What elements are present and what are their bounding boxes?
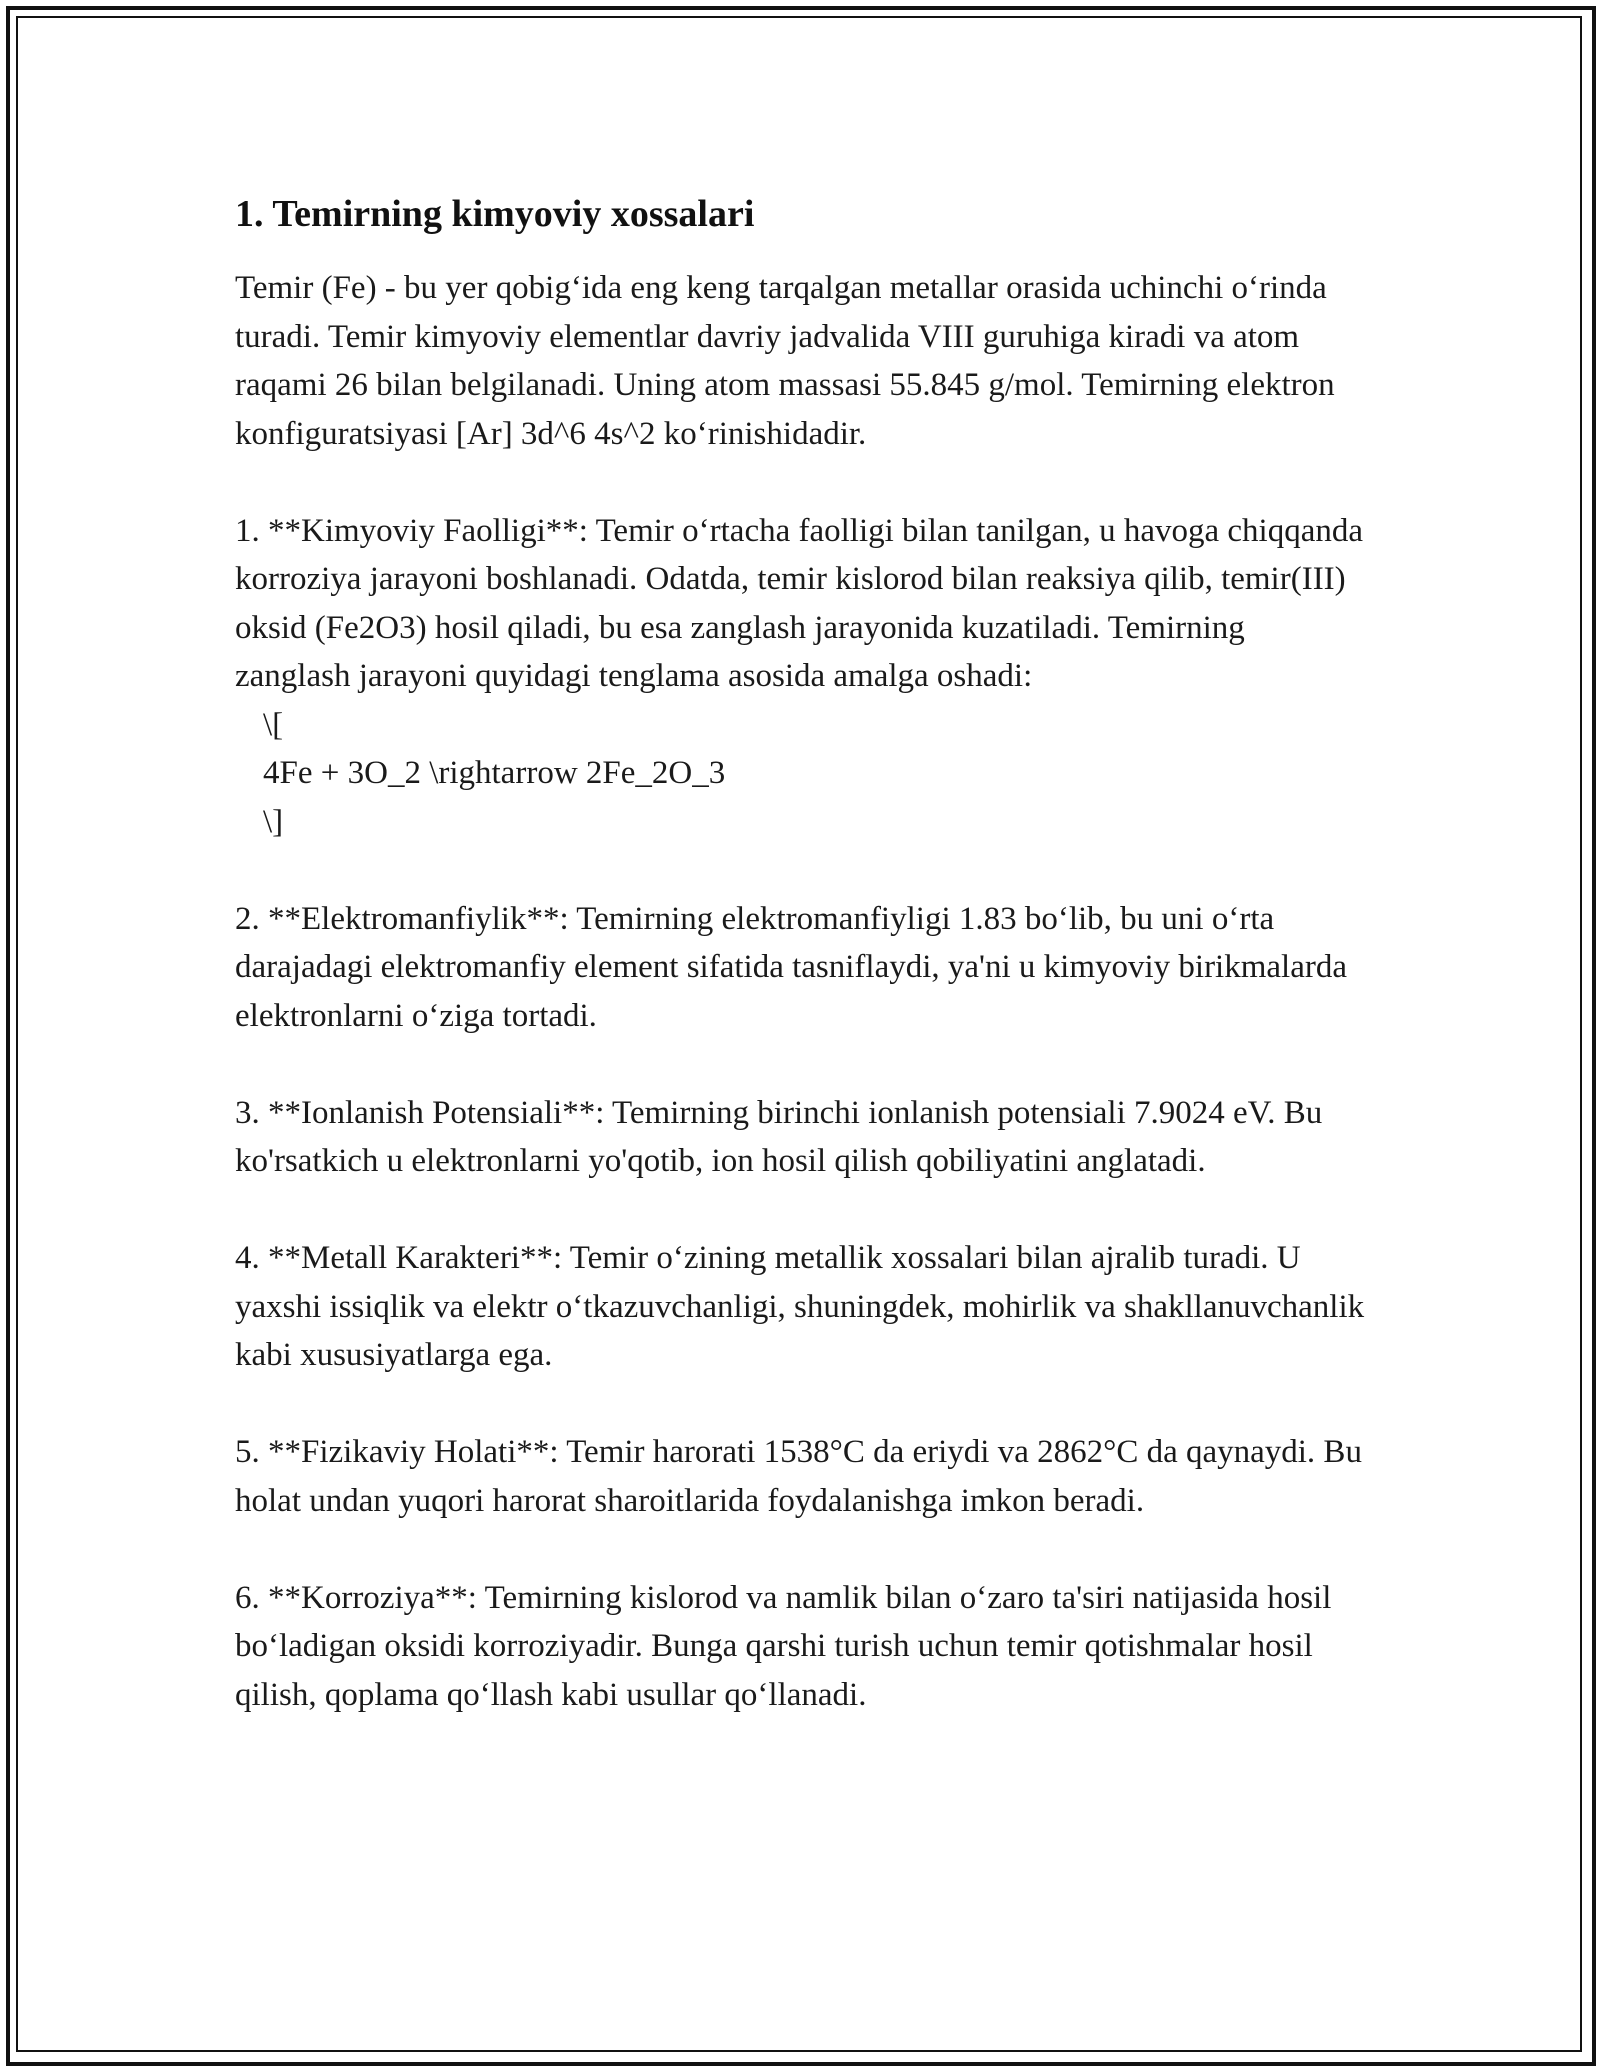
equation-body: 4Fe + 3O_2 \rightarrow 2Fe_2O_3 xyxy=(263,755,726,791)
list-item-physical-state: 5. **Fizikaviy Holati**: Temir harorati 1538°C da eriydi va 2862°C da qaynaydi. Bu holat undan yuqori harorat sharoitlarida foydalanishga imkon beradi. xyxy=(235,1434,1371,1519)
list-item-corrosion: 6. **Korroziya**: Temirning kislorod va namlik bilan o‘zaro ta'siri natijasida hosil bo‘ladigan oksidi korroziyadir. Bunga qarshi turish uchun temir qotishmalar hosil qilish, qoplama qo‘llash kabi usullar qo‘llanadi. xyxy=(235,1579,1340,1713)
spacer xyxy=(235,1380,1365,1429)
list-item-chemical-activity: 1. **Kimyoviy Faolligi**: Temir o‘rtacha faolligi bilan tanilgan, u havoga chiqqanda korroziya jarayoni boshlanadi. Odatda, temir kislorod bilan reaksiya qilib, temir(III) oksid (Fe2O3) hosil qiladi, bu esa zanglash jarayonida kuzatiladi. Temirning zanglash jarayoni quyidagi tenglama asosida amalga oshadi: xyxy=(235,512,1372,694)
equation-close: \] xyxy=(263,803,284,840)
section-title: 1. Temirning kimyoviy xossalari xyxy=(235,193,755,235)
spacer xyxy=(235,1525,1365,1574)
spacer xyxy=(235,458,1365,507)
list-item-ionization: 3. **Ionlanish Potensiali**: Temirning birinchi ionlanish potensiali 7.9024 eV. Bu ko'rsatkich u elektronlarni yo'qotib, ion hosil qilish qobiliyatini anglatadi. xyxy=(235,1094,1331,1179)
spacer xyxy=(235,1040,1365,1089)
list-item-electronegativity: 2. **Elektromanfiylik**: Temirning elektromanfiyligi 1.83 bo‘lib, bu uni o‘rta darajadagi elektromanfiy element sifatida tasniflaydi, ya'ni u kimyoviy birikmalarda elektronlarni o‘ziga tortadi. xyxy=(235,900,1356,1034)
list-item-metal-character: 4. **Metall Karakteri**: Temir o‘zining metallik xossalari bilan ajralib turadi. U yaxshi issiqlik va elektr o‘tkazuvchanligi, shuningdek, mohirlik va shakllanuvchanlik kabi xususiyatlarga ega. xyxy=(235,1240,1373,1373)
intro-paragraph: Temir (Fe) - bu yer qobig‘ida eng keng tarqalgan metallar orasida uchinchi o‘rinda turadi. Temir kimyoviy elementlar davriy jadvalida VIII guruhiga kiradi va atom raqami 26 bilan belgilanadi. Uning atom massasi 55.845 g/mol. Temirning elektron konfiguratsiyasi [Ar] 3d^6 4s^2 ko‘rinishidadir. xyxy=(235,270,1343,452)
document-body xyxy=(235,184,1373,1719)
spacer xyxy=(235,1186,1365,1235)
equation-open: \[ xyxy=(263,706,284,743)
spacer xyxy=(235,846,1365,895)
